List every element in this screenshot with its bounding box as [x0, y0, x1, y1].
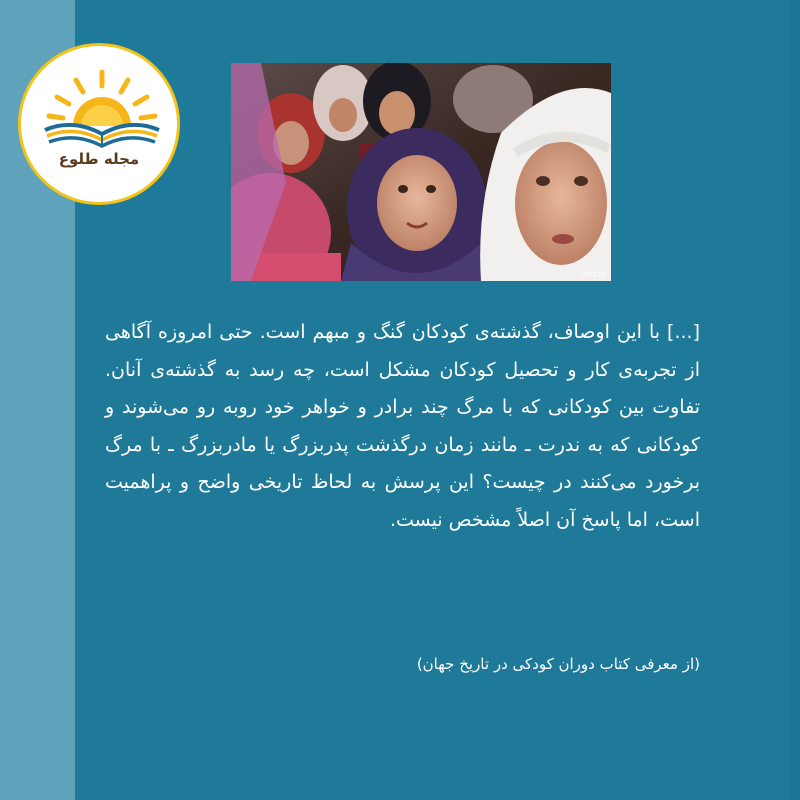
- right-edge-strip: [790, 0, 800, 800]
- source-caption: (از معرفی کتاب دوران کودکی در تاریخ جهان): [416, 655, 700, 673]
- children-photo: [231, 63, 611, 281]
- photo-watermark: UNICEF: [580, 271, 607, 279]
- photo-illustration: [231, 63, 611, 281]
- sunrise-book-icon: [21, 46, 180, 205]
- article-paragraph: [...] با این اوصاف، گذشته‌ی کودکان گنگ و مبهم است. حتی امروزه آگاهی از تجربه‌ی کار و تحصیل کودکان مشکل است، چه رسد به گذشته‌ی آنان. تفاوت بین کودکانی که با مرگ چند برادر و خواهر خود روبه رو می‌شوند و کودکانی که به ندرت ـ مانند زمان درگذشت پدربزرگ یا مادربزرگ ـ با مرگ برخورد می‌کنند در چیست؟ این پرسش به لحاظ تاریخی واضح و پراهمیت است، اما پاسخ آن اصلاً مشخص نیست.: [105, 321, 700, 531]
- magazine-logo: [18, 43, 180, 205]
- logo-wordmark: مجله طلوع: [58, 150, 140, 168]
